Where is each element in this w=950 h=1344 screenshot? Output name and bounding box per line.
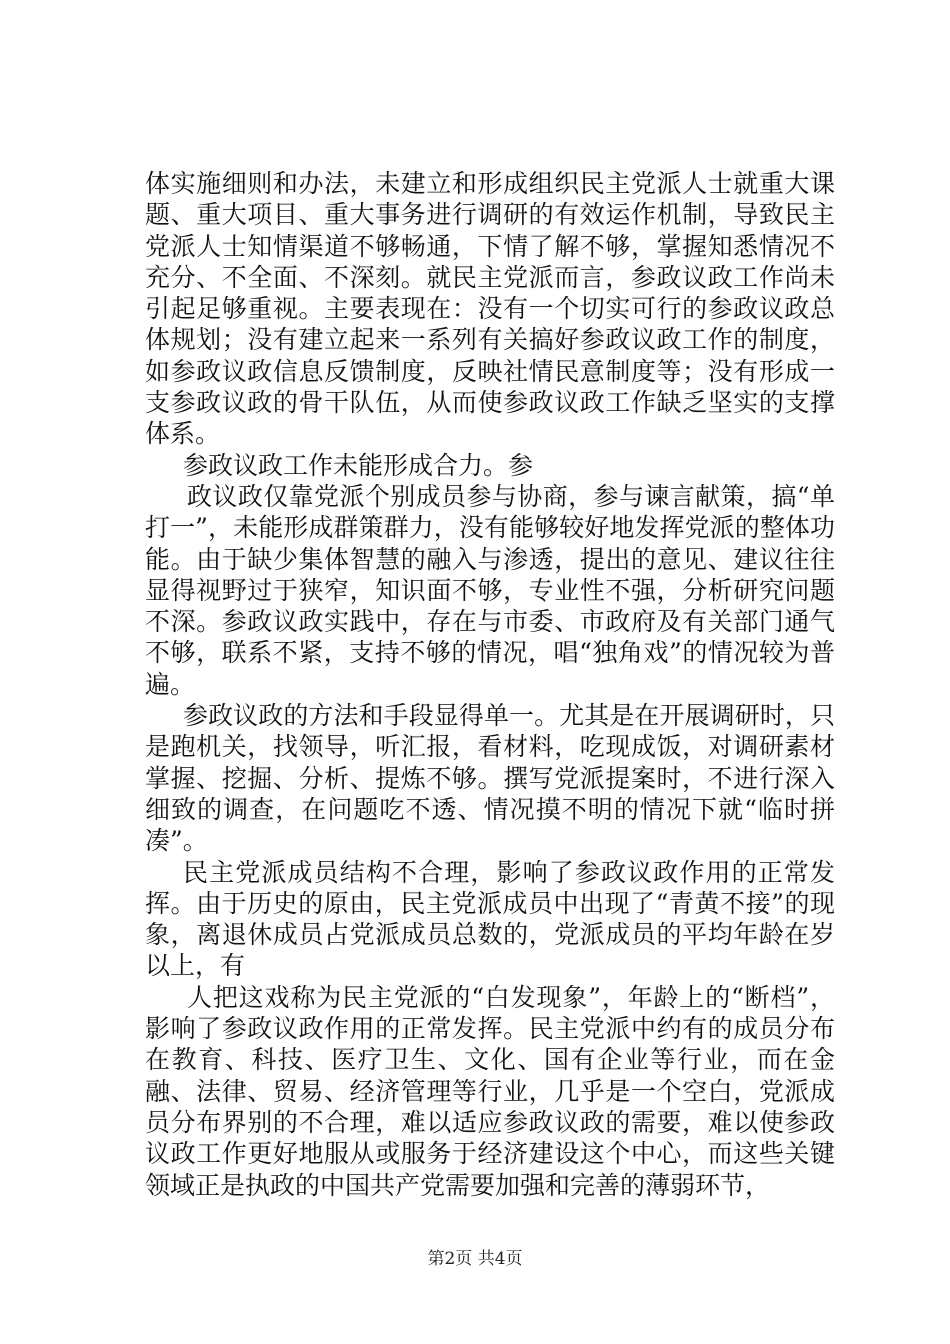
paragraph-1: 体实施细则和办法，未建立和形成组织民主党派人士就重大课题、重大项目、重大事务进行调研的有效运作机制，导致民主党派人士知情渠道不够畅通，下情了解不够，掌握知悉情况不充分、不全面、不深刻。就民主党派而言，参政议政工作尚未引起足够重视。主要表现在：没有一个切实可行的参政议政总体规划；没有建立起来一系列有关搞好参政议政工作的制度，如参政议政信息反馈制度，反映社情民意制度等；没有形成一支参政议政的骨干队伍，从而使参政议政工作缺乏坚实的支撑体系。 — [145, 169, 835, 449]
paragraph-2: 参政议政工作未能形成合力。参 — [183, 450, 534, 480]
document-body — [145, 168, 835, 1201]
paragraph-4: 参政议政的方法和手段显得单一。尤其是在开展调研时，只是跑机关，找领导，听汇报，看材料，吃现成饭，对调研素材掌握、挖掘、分析、提炼不够。撰写党派提案时，不进行深入细致的调查，在问题吃不透、情况摸不明的情况下就“临时拼凑”。 — [145, 701, 835, 856]
paragraph-3: 政议政仅靠党派个别成员参与协商，参与谏言献策，搞“单打一”，未能形成群策群力，没有能够较好地发挥党派的整体功能。由于缺少集体智慧的融入与渗透，提出的意见、建议往往显得视野过于狭窄，知识面不够，专业性不强，分析研究问题不深。参政议政实践中，存在与市委、市政府及有关部门通气不够，联系不紧，支持不够的情况，唱“独角戏”的情况较为普遍。 — [145, 481, 835, 699]
paragraph-5: 民主党派成员结构不合理，影响了参政议政作用的正常发挥。由于历史的原由，民主党派成员中出现了“青黄不接”的现象，离退休成员占党派成员总数的，党派成员的平均年龄在岁以上，有 — [145, 857, 835, 981]
page-footer: 第2页 共4页 — [427, 1249, 523, 1269]
paragraph-6: 人把这戏称为民主党派的“白发现象”，年龄上的“断档”，影响了参政议政作用的正常发挥。民主党派中约有的成员分布在教育、科技、医疗卫生、文化、国有企业等行业，而在金融、法律、贸易、经济管理等行业，几乎是一个空白，党派成员分布界别的不合理，难以适应参政议政的需要，难以使参政议政工作更好地服从或服务于经济建设这个中心，而这些关键领域正是执政的中国共产党需要加强和完善的薄弱环节， — [145, 982, 835, 1200]
